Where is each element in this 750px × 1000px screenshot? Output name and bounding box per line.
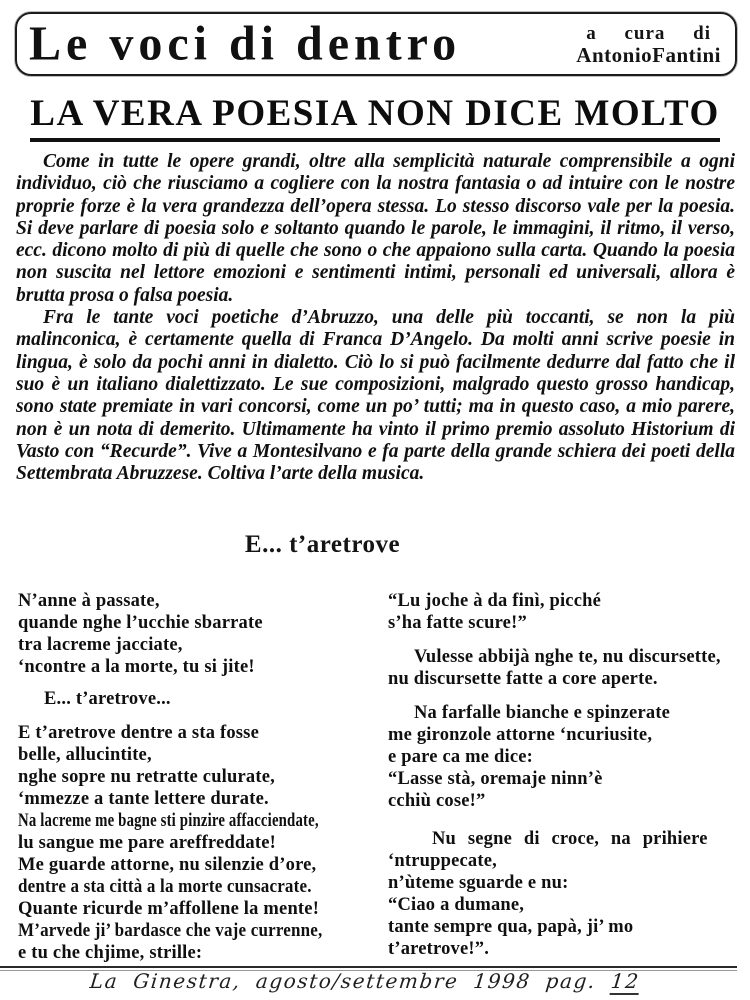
curator-name: AntonioFantini xyxy=(576,42,721,67)
poem-line: ‘ntruppecate, xyxy=(388,851,497,871)
curator-credit xyxy=(576,21,721,68)
poem-line: Na lacreme me bagne sti pinzire affacciendate, xyxy=(18,811,319,831)
poem-line: lu sangue me pare areffreddate! xyxy=(18,833,276,853)
stanza xyxy=(18,688,370,710)
poem-title-wrap xyxy=(0,531,645,559)
footer-source-text: La Ginestra, agosto/settembre 1998 pag. xyxy=(88,969,598,993)
poem-line: me gironzole attorne ‘ncuriusite, xyxy=(388,725,653,745)
poem-line: Quante ricurde m’affollene la mente! xyxy=(18,899,320,919)
poem-line: belle, allucintite, xyxy=(18,745,152,765)
poem-column-left xyxy=(18,590,370,976)
masthead-title: Le voci di dentro xyxy=(29,16,462,71)
stanza xyxy=(388,702,740,812)
footer-caption xyxy=(89,969,641,993)
poem-line: e pare ca me dice: xyxy=(388,747,534,767)
intro-paragraph-2: Fra le tante voci poetiche d’Abruzzo, una delle più toccanti, se non la più malinconica, è certamente quella di Franca D’Angelo. Da molti anni scrive poesie in lingua, è solo da pochi anni in dialetto. Ciò lo si può facilmente dedurre dal fatto che il suo è un italiano dialettizzato. Le sue composizioni, malgrado questo grosso handicap, sono state premiate in vari concorsi, come un po’ tutti; ma in questo caso, a mio parere, non è un nota di demerito. Ultimamente ha vinto il primo premio assoluto Historium di Vasto con “Recurde”. Vive a Montesilvano e fa parte della grande schiera dei poeti della Settembrata Abruzzese. Coltiva l’arte della musica. xyxy=(16,307,735,485)
poem-line: n’ùteme sguarde e nu: xyxy=(388,873,569,893)
article-headline: LA VERA POESIA NON DICE MOLTO xyxy=(30,94,719,142)
poem-line: tante sempre qua, papà, ji’ mo xyxy=(388,917,634,937)
poem-line: Vulesse abbijà nghe te, nu discursette, xyxy=(414,647,721,667)
poem-line: “Ciao a dumane, xyxy=(388,895,525,915)
poem-line: E... t’aretrove... xyxy=(44,689,171,709)
poem-line: ‘mmezze a tante lettere durate. xyxy=(18,789,269,809)
stanza xyxy=(18,590,370,678)
poem-line: “Lu joche à da finì, picché xyxy=(388,591,602,611)
poem-body xyxy=(18,590,740,976)
footer-page-number: 12 xyxy=(609,969,642,993)
stanza xyxy=(388,828,740,960)
masthead-box xyxy=(15,12,737,76)
poem-line: nghe sopre nu retratte culurate, xyxy=(18,767,275,787)
poem-line: Na farfalle bianche e spinzerate xyxy=(414,703,671,723)
poem-line: e tu che chjime, strille: xyxy=(18,943,203,963)
footer xyxy=(0,969,730,993)
stanza xyxy=(18,722,370,964)
curator-prefix: a cura di xyxy=(586,22,712,44)
poem-line: quande nghe l’ucchie sbarrate xyxy=(18,613,263,633)
article-headline-wrap xyxy=(0,94,750,142)
stanza xyxy=(388,646,740,690)
poem-line: tra lacreme jacciate, xyxy=(18,635,183,655)
poem-line: E t’aretrove dentre a sta fosse xyxy=(18,723,259,743)
stanza xyxy=(388,590,740,634)
poem-line: cchiù cose!” xyxy=(388,791,486,811)
poem-title: E... t’aretrove xyxy=(244,531,401,558)
poem-column-right xyxy=(388,590,740,976)
poem-line: t’aretrove!”. xyxy=(388,939,490,959)
poem-line: M’arvede ji’ bardasce che vaje currenne, xyxy=(18,921,323,941)
poem-line: ‘ncontre a la morte, tu si jite! xyxy=(18,657,255,677)
article-intro xyxy=(16,151,735,517)
intro-paragraph-1: Come in tutte le opere grandi, oltre alla semplicità naturale comprensibile a ogni individuo, ciò che riusciamo a cogliere con la nostra fantasia o ad intuire con le nostre proprie forze è la vera grandezza dell’opera stessa. Lo stesso discorso vale per la poesia. Si deve parlare di poesia solo e soltanto quando le parole, le immagini, il ritmo, il verso, ecc. dicono molto di più di quelle che sono o che appaiono sulla carta. Quando la poesia non suscita nel lettore emozioni e sentimenti intimi, personali ed universali, allora è brutta prosa o falsa poesia. xyxy=(16,151,735,306)
poem-line: dentre a sta città a la morte cunsacrate. xyxy=(18,877,312,897)
poem-line: Me guarde attorne, nu silenzie d’ore, xyxy=(18,855,317,875)
poem-line: N’anne à passate, xyxy=(18,591,160,611)
poem-line: s’ha fatte scure!” xyxy=(388,613,527,633)
poem-line: nu discursette fatte a core aperte. xyxy=(388,669,658,689)
footer-divider xyxy=(0,966,737,968)
poem-line: Nu segne di croce, na prihiere xyxy=(432,829,708,849)
poem-line: “Lasse stà, oremaje ninn’è xyxy=(388,769,603,789)
